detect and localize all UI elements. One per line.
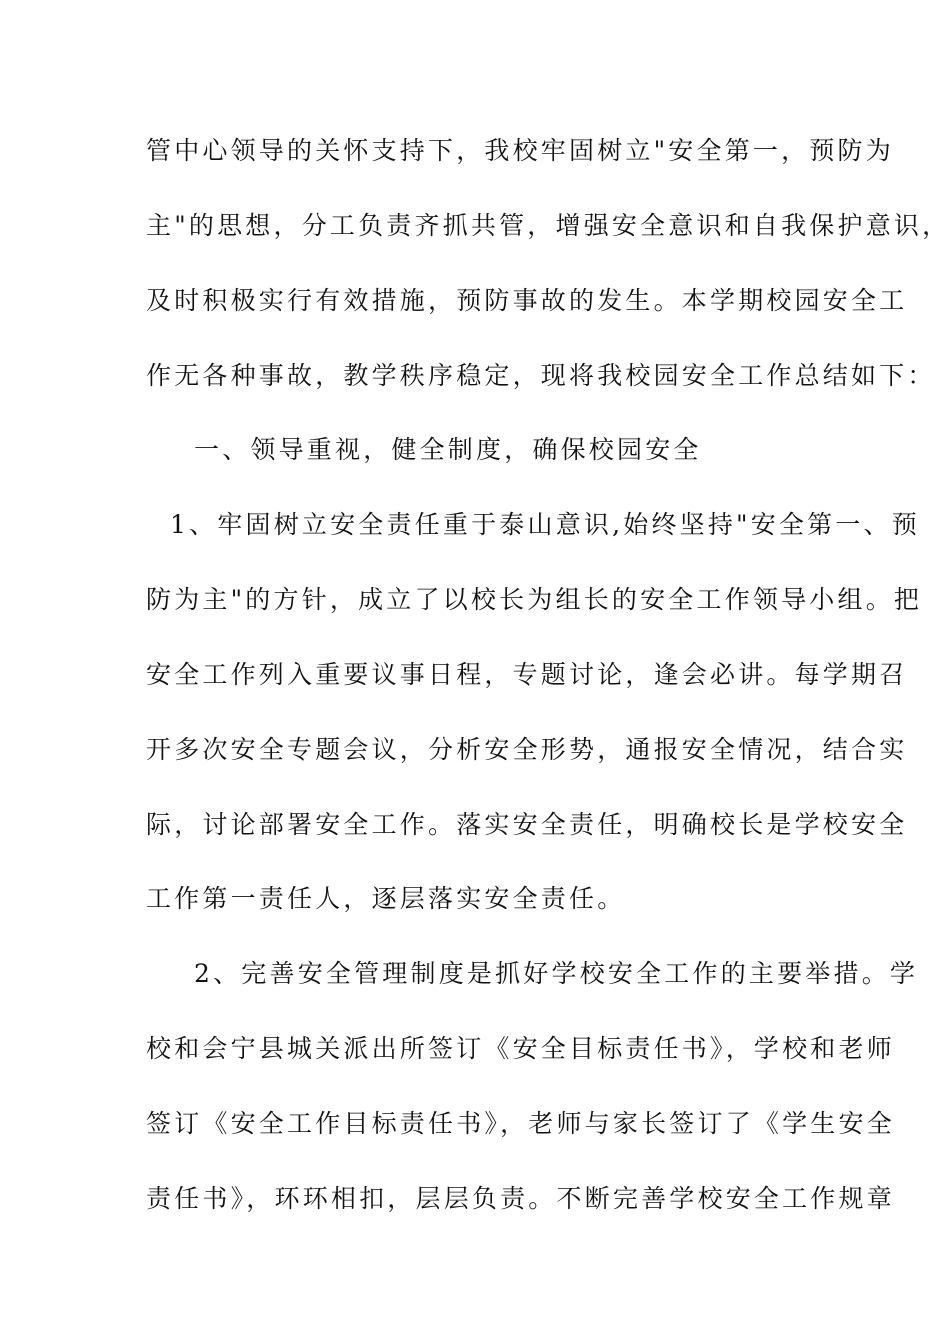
paragraph-line-2: 主"的思想，分工负责齐抓共管，增强安全意识和自我保护意识，: [146, 211, 950, 240]
section-heading: 一、领导重视，健全制度，确保校园安全: [194, 435, 702, 464]
paragraph-line-10: 工作第一责任人，逐层落实安全责任。: [146, 884, 626, 913]
paragraph-line-1: 管中心领导的关怀支持下，我校牢固树立"安全第一，预防为: [146, 136, 894, 165]
paragraph-line-6: 防为主"的方针，成立了以校长为组长的安全工作领导小组。把: [146, 585, 923, 614]
paragraph-line-13: 签订《安全工作目标责任书》，老师与家长签订了《学生安全: [146, 1109, 895, 1138]
paragraph-line-9: 际，讨论部署安全工作。落实安全责任，明确校长是学校安全: [146, 810, 908, 839]
paragraph-line-11: 2、完善安全管理制度是抓好学校安全工作的主要举措。学: [194, 959, 919, 988]
paragraph-line-4: 作无各种事故，教学秩序稳定，现将我校园安全工作总结如下：: [146, 361, 936, 390]
paragraph-line-5: 1、牢固树立安全责任重于泰山意识,始终坚持"安全第一、预: [170, 510, 920, 539]
paragraph-line-14: 责任书》，环环相扣，层层负责。不断完善学校安全工作规章: [146, 1184, 895, 1213]
paragraph-line-12: 校和会宁县城关派出所签订《安全目标责任书》，学校和老师: [146, 1034, 895, 1063]
paragraph-line-3: 及时积极实行有效措施，预防事故的发生。本学期校园安全工: [146, 286, 908, 315]
paragraph-line-7: 安全工作列入重要议事日程，专题讨论，逢会必讲。每学期召: [146, 660, 908, 689]
paragraph-line-8: 开多次安全专题会议，分析安全形势，通报安全情况，结合实: [146, 735, 908, 764]
